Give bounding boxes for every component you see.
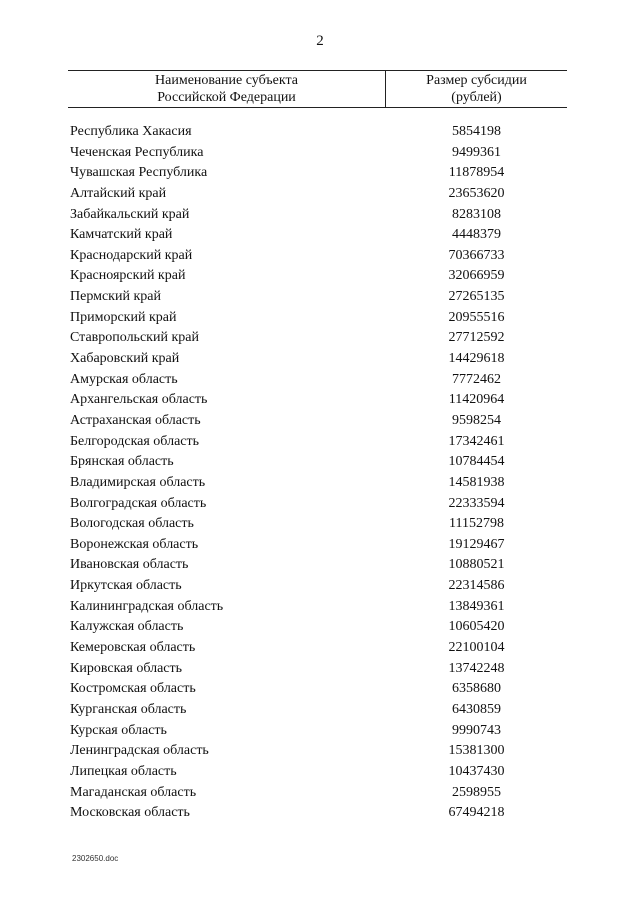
subsidy-amount: 11152798 [449,516,504,532]
subsidy-amount: 6358680 [452,681,501,697]
header-subsidy-amount-line1: Размер субсидии [426,73,527,88]
table-row [0,803,640,824]
table-row [0,494,640,515]
subject-name: Чеченская Республика [70,144,204,160]
subsidy-amount: 14581938 [448,474,505,490]
subject-name: Ленинградская область [70,743,209,759]
subsidy-amount: 10784454 [448,454,505,470]
subsidy-amount: 20955516 [448,309,505,325]
table-row [0,205,640,226]
table-row [0,308,640,329]
subsidy-amount: 22100104 [448,640,505,656]
table-row [0,762,640,783]
subject-name: Московская область [70,805,190,821]
table-row [0,700,640,721]
table-row [0,411,640,432]
subject-name: Калужская область [70,619,184,635]
subject-name: Кировская область [70,660,183,676]
table-body [0,122,640,824]
table-row [0,370,640,391]
subject-name: Амурская область [70,371,178,387]
table-row [0,246,640,267]
subject-name: Пермский край [70,289,161,305]
subject-name: Воронежская область [70,536,199,552]
subsidy-amount: 9598254 [452,412,501,428]
subsidy-amount: 17342461 [448,433,505,449]
header-subject-name-line1: Наименование субъекта [155,73,298,88]
subject-name: Забайкальский край [70,206,190,222]
subsidy-amount: 11878954 [448,165,505,181]
table-row [0,122,640,143]
subsidy-amount: 22333594 [448,495,505,511]
subject-name: Архангельская область [70,392,208,408]
table-row [0,659,640,680]
header-subsidy-amount-line2: (рублей) [451,90,502,105]
subsidy-amount: 13849361 [448,598,505,614]
table-row [0,266,640,287]
table-row [0,328,640,349]
table-row [0,349,640,370]
subject-name: Ставропольский край [70,330,199,346]
subject-name: Приморский край [70,309,177,325]
subject-name: Белгородская область [70,433,200,449]
subsidy-amount: 14429618 [448,351,505,367]
table-row [0,287,640,308]
table-top-rule [68,70,567,71]
subject-name: Владимирская область [70,474,206,490]
table-header-bottom-rule [68,107,567,108]
subsidy-amount: 4448379 [452,227,501,243]
subsidy-amount: 10605420 [448,619,505,635]
page-number: 2 [316,33,324,49]
table-row [0,555,640,576]
header-subject-name [68,72,385,106]
table-row [0,576,640,597]
subject-name: Чувашская Республика [70,165,208,181]
table-row [0,783,640,804]
subsidy-amount: 8283108 [452,206,501,222]
subject-name: Курская область [70,722,167,738]
subsidy-amount: 2598955 [452,784,501,800]
table-row [0,225,640,246]
table-row [0,163,640,184]
subsidy-amount: 9499361 [452,144,501,160]
subsidy-amount: 15381300 [448,743,505,759]
subsidy-amount: 22314586 [448,578,505,594]
table-row [0,535,640,556]
subject-name: Ивановская область [70,557,189,573]
subject-name: Кемеровская область [70,640,196,656]
document-file-id: 2302650.doc [72,854,119,863]
table-row [0,432,640,453]
subsidy-amount: 27712592 [448,330,505,346]
subsidy-amount: 9990743 [452,722,501,738]
table-row [0,638,640,659]
subject-name: Калининградская область [70,598,224,614]
subject-name: Вологодская область [70,516,194,532]
table-row [0,514,640,535]
subsidy-amount: 67494218 [448,805,505,821]
subsidy-amount: 70366733 [448,247,505,263]
subsidy-amount: 7772462 [452,371,501,387]
header-subject-name-line2: Российской Федерации [157,90,296,105]
table-row [0,143,640,164]
table-row [0,452,640,473]
subject-name: Краснодарский край [70,247,193,263]
table-row [0,741,640,762]
subject-name: Костромская область [70,681,196,697]
subsidy-amount: 32066959 [448,268,505,284]
subsidy-amount: 10880521 [448,557,505,573]
table-row [0,679,640,700]
subsidy-amount: 27265135 [448,289,505,305]
subject-name: Брянская область [70,454,174,470]
subsidy-amount: 23653620 [448,185,505,201]
subject-name: Хабаровский край [70,351,180,367]
subject-name: Курганская область [70,701,187,717]
subsidy-amount: 11420964 [448,392,505,408]
subject-name: Республика Хакасия [70,124,192,139]
table-row [0,597,640,618]
table-row [0,721,640,742]
subject-name: Алтайский край [70,185,167,201]
table-row [0,390,640,411]
subsidy-amount: 6430859 [452,701,501,717]
subsidy-amount: 5854198 [452,124,501,139]
subject-name: Магаданская область [70,784,197,800]
subsidy-amount: 19129467 [448,536,505,552]
table-row [0,184,640,205]
header-subsidy-amount [386,72,567,106]
table-row [0,473,640,494]
subject-name: Иркутская область [70,578,182,594]
subject-name: Волгоградская область [70,495,207,511]
subsidy-amount: 10437430 [448,763,505,779]
subject-name: Камчатский край [70,227,173,243]
subsidy-amount: 13742248 [448,660,505,676]
subject-name: Красноярский край [70,268,186,284]
subject-name: Липецкая область [70,763,177,779]
table-row [0,617,640,638]
subject-name: Астраханская область [70,412,201,428]
